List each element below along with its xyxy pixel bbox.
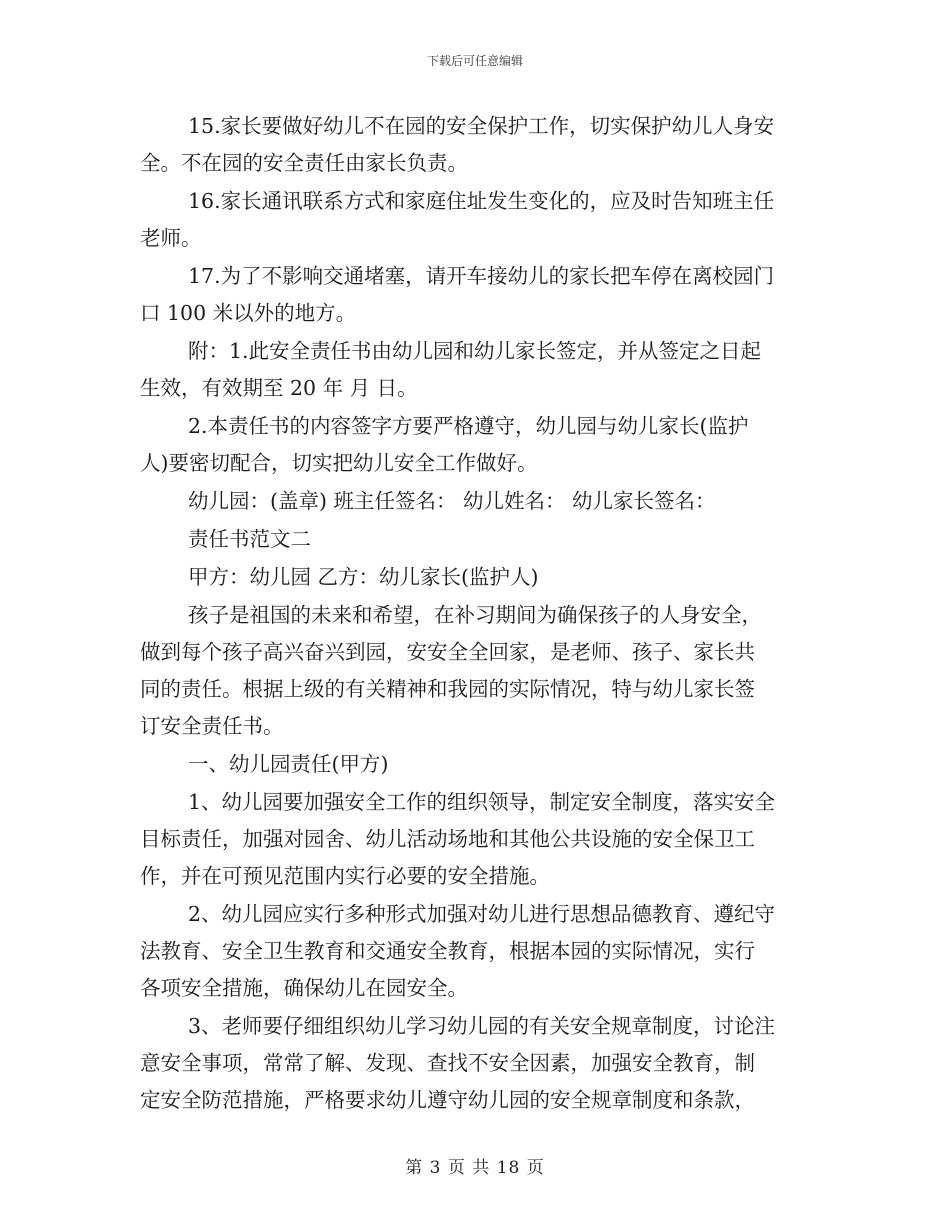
text-line: 订安全责任书。 xyxy=(140,714,284,738)
paragraph xyxy=(140,784,808,895)
text-line: 意安全事项，常常了解、发现、查找不安全因素，加强安全教育，制 xyxy=(140,1051,755,1075)
parties-line xyxy=(140,559,808,596)
text-line: 3、老师要仔细组织幼儿学习幼儿园的有关安全规章制度，讨论注 xyxy=(188,1014,776,1038)
text-line: 做到每个孩子高兴奋兴到园，安安全全回家，是老师、孩子、家长共 xyxy=(140,640,755,664)
paragraph xyxy=(140,408,808,482)
paragraph xyxy=(140,1008,808,1119)
text-line: 2、幼儿园应实行多种形式加强对幼儿进行思想品德教育、遵纪守 xyxy=(188,902,776,926)
signature-line xyxy=(140,483,808,520)
text-line: 定安全防范措施，严格要求幼儿遵守幼儿园的安全规章制度和条款， xyxy=(140,1088,755,1112)
text-line: 附：1.此安全责任书由幼儿园和幼儿家长签定，并从签定之日起 xyxy=(188,339,762,363)
text-line: 目标责任，加强对园舍、幼儿活动场地和其他公共设施的安全保卫工 xyxy=(140,827,755,851)
document-body xyxy=(140,108,808,1120)
text-line: 责任书范文二 xyxy=(188,527,311,551)
paragraph xyxy=(140,258,808,332)
text-line: 同的责任。根据上级的有关精神和我园的实际情况，特与幼儿家长签 xyxy=(140,677,755,701)
page-number-footer: 第 3 页 共 18 页 xyxy=(405,1158,545,1178)
section-title xyxy=(140,521,808,558)
text-line: 1、幼儿园要加强安全工作的组织领导，制定安全制度，落实安全 xyxy=(188,790,776,814)
text-line: 全。不在园的安全责任由家长负责。 xyxy=(140,151,468,175)
text-line: 人)要密切配合，切实把幼儿安全工作做好。 xyxy=(140,451,538,475)
section-heading xyxy=(140,746,808,783)
paragraph xyxy=(140,333,808,407)
text-line: 甲方：幼儿园 乙方：幼儿家长(监护人) xyxy=(188,565,539,589)
text-line: 一、幼儿园责任(甲方) xyxy=(188,752,389,776)
text-line: 作，并在可预见范围内实行必要的安全措施。 xyxy=(140,864,550,888)
text-line: 法教育、安全卫生教育和交通安全教育，根据本园的实际情况，实行 xyxy=(140,939,755,963)
paragraph xyxy=(140,597,808,745)
text-line: 各项安全措施，确保幼儿在园安全。 xyxy=(140,976,468,1000)
text-line: 幼儿园：(盖章) 班主任签名： 幼儿姓名： 幼儿家长签名： xyxy=(188,489,716,513)
paragraph xyxy=(140,183,808,257)
text-line: 2.本责任书的内容签字方要严格遵守，幼儿园与幼儿家长(监护 xyxy=(188,414,749,438)
page-header: 下载后可任意编辑 xyxy=(426,54,523,68)
text-line: 17.为了不影响交通堵塞，请开车接幼儿的家长把车停在离校园门 xyxy=(188,264,775,288)
text-line: 生效，有效期至 20 年 月 日。 xyxy=(140,376,418,400)
paragraph xyxy=(140,896,808,1007)
paragraph xyxy=(140,108,808,182)
text-line: 孩子是祖国的未来和希望，在补习期间为确保孩子的人身安全， xyxy=(188,603,762,627)
text-line: 15.家长要做好幼儿不在园的安全保护工作，切实保护幼儿人身安 xyxy=(188,114,775,138)
text-line: 老师。 xyxy=(140,226,202,250)
text-line: 16.家长通讯联系方式和家庭住址发生变化的，应及时告知班主任 xyxy=(188,189,775,213)
text-line: 口 100 米以外的地方。 xyxy=(140,301,357,325)
